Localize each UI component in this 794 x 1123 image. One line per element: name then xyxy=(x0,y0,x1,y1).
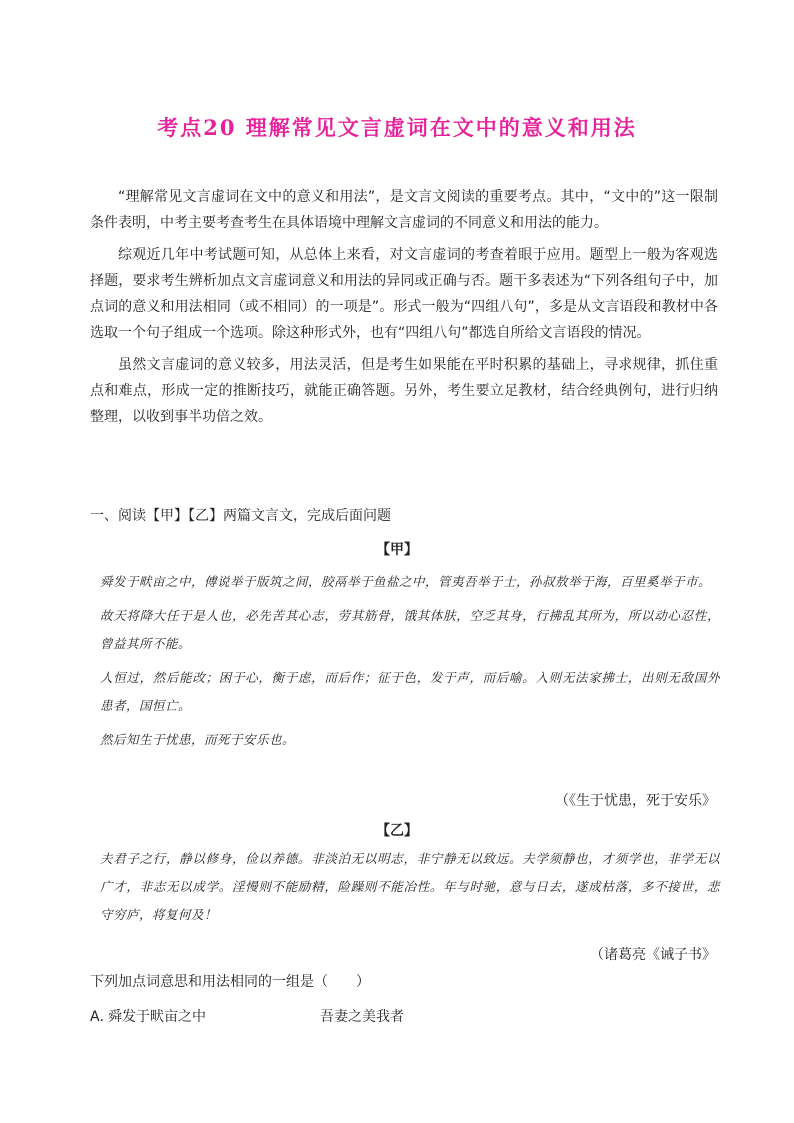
intro-paragraph: “理解常见文言虚词在文中的意义和用法”，是文言文阅读的重要考点。其中，“文中的”这一限制条件表明，中考主要考查考生在具体语境中理解文言虚词的不同意义和用法的能力。 xyxy=(90,189,718,231)
section-heading: 一、阅读【甲】【乙】两篇文言文，完成后面问题 xyxy=(90,508,391,524)
question-prompt: 下列加点词意思和用法相同的一组是（ ） xyxy=(90,974,370,990)
passage-paragraph: 夫君子之行，静以修身，俭以养德。非淡泊无以明志，非宁静无以致远。夫学须静也，才须学也，非学无以广才，非志无以成学。淫慢则不能励精，险躁则不能冶性。年与时驰，意与日去，遂成枯落，多不接世，悲守穷庐，将复何及！ xyxy=(100,851,720,922)
passage-paragraph: 人恒过，然后能改；困于心，衡于虑，而后作；征于色，发于声，而后喻。入则无法家拂士，出则无敌国外患者，国恒亡。 xyxy=(100,670,720,713)
option-right-sentence: 吾妻之美我者 xyxy=(320,1009,404,1025)
passage-jia xyxy=(100,568,720,760)
page-title: 考点20 理解常见文言虚词在文中的意义和用法 xyxy=(157,115,637,140)
passage-yi-source: （诸葛亮《诫子书》 xyxy=(590,947,716,963)
passage-jia-title: 【甲】 xyxy=(376,542,418,558)
intro-paragraph: 综观近几年中考试题可知，从总体上来看，对文言虚词的考查着眼于应用。题型上一般为客观选择题，要求考生辨析加点文言虚词意义和用法的异同或正确与否。题干多表述为“下列各组句子中，加点词的意义和用法相同（或不相同）的一项是”。形式一般为“四组八句”，多是从文言语段和教材中各选取一个句子组成一个选项。除这种形式外，也有“四组八句”都选自所给文言语段的情况。 xyxy=(90,247,718,341)
option-label: A． xyxy=(90,1009,114,1025)
passage-jia-source: （《生于忧患，死于安乐》 xyxy=(555,793,716,809)
intro-paragraph: 虽然文言虚词的意义较多，用法灵活，但是考生如果能在平时积累的基础上，寻求规律，抓住重点和难点，形成一定的推断技巧，就能正确答题。另外，考生要立足教材，结合经典例句，进行归纳整理，以收到事半功倍之效。 xyxy=(90,357,718,425)
passage-paragraph: 然后知生于忧患，而死于安乐也。 xyxy=(100,732,296,747)
option-a xyxy=(90,1006,650,1026)
passage-yi xyxy=(100,845,720,935)
intro-section xyxy=(90,184,718,436)
passage-yi-title: 【乙】 xyxy=(376,823,418,839)
passage-paragraph: 故天将降大任于是人也，必先苦其心志，劳其筋骨，饿其体肤，空乏其身，行拂乱其所为，所以动心忍性，曾益其所不能。 xyxy=(100,608,720,651)
passage-paragraph: 舜发于畎亩之中，傅说举于版筑之间，胶鬲举于鱼盐之中，管夷吾举于士，孙叔敖举于海，百里奚举于市。 xyxy=(100,574,712,589)
option-left-sentence: 舜发于畎亩之中 xyxy=(108,1009,206,1025)
